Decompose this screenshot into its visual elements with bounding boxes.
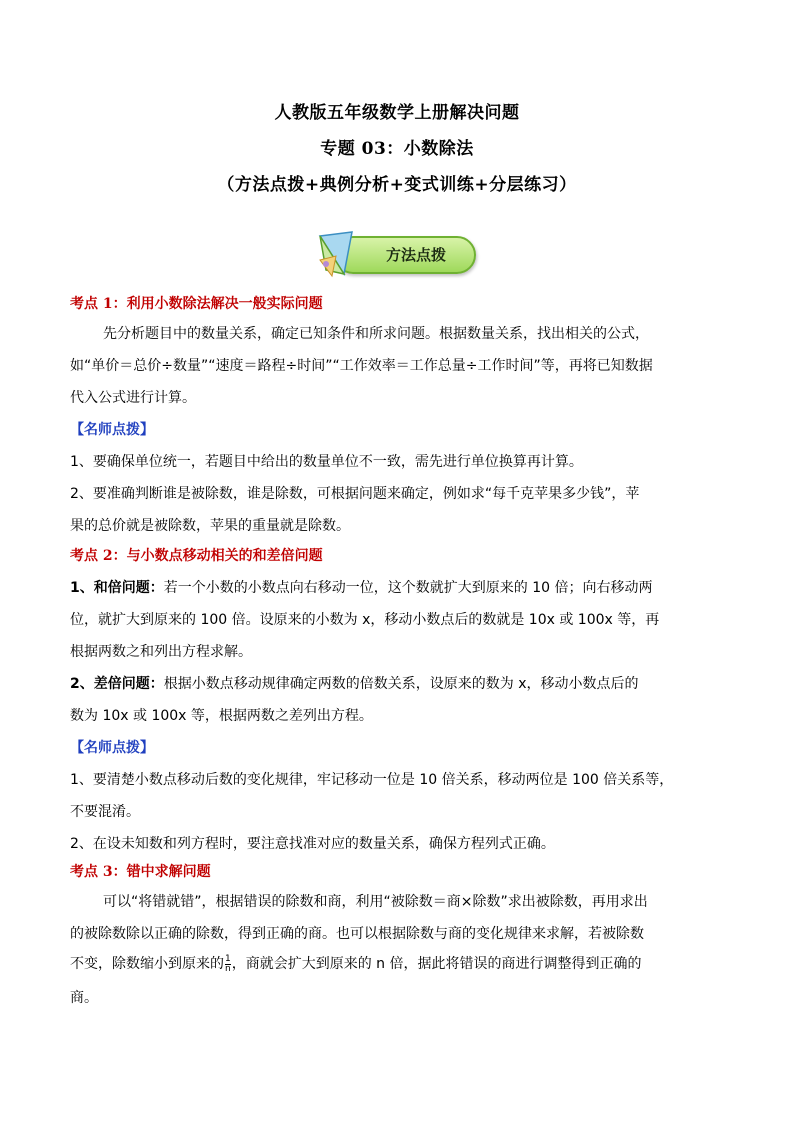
subheading-difference-multiple: 2、差倍问题： <box>70 676 164 692</box>
paragraph-text: 不变，除数缩小到原来的 <box>70 956 224 972</box>
banner-label: 方法点拨 <box>385 246 446 264</box>
tip-line: 果的总价就是被除数，苹果的重量就是除数。 <box>70 518 350 534</box>
document-subtitle: 专题 03：小数除法 <box>320 139 474 159</box>
paragraph-line: 如“单价＝总价÷数量”“速度＝路程÷时间”“工作效率＝工作总量÷工作时间”等，再将已知数据 <box>70 358 653 374</box>
document-title: 人教版五年级数学上册解决问题 <box>274 103 520 123</box>
section-heading-1: 考点 1：利用小数除法解决一般实际问题 <box>70 296 323 312</box>
subheading-sum-multiple: 1、和倍问题： <box>70 580 164 596</box>
tip-line: 1、要确保单位统一，若题目中给出的数量单位不一致，需先进行单位换算再计算。 <box>70 454 583 470</box>
section-heading-2: 考点 2：与小数点移动相关的和差倍问题 <box>70 548 323 564</box>
paragraph-line: 的被除数除以正确的除数，得到正确的商。也可以根据除数与商的变化规律来求解，若被除数 <box>70 926 644 942</box>
tip-line: 2、要准确判断谁是被除数，谁是除数，可根据问题来确定，例如求“每千克苹果多少钱”，苹 <box>70 486 640 502</box>
paragraph-line: 可以“将错就错”，根据错误的除数和商，利用“被除数＝商×除数”求出被除数，再用求出 <box>103 894 648 910</box>
tip-label: 【名师点拨】 <box>70 422 154 438</box>
tip-line: 不要混淆。 <box>70 804 140 820</box>
document-subtitle-sections: （方法点拨+典例分析+变式训练+分层练习） <box>217 175 577 195</box>
tip-line: 2、在设未知数和列方程时，要注意找准对应的数量关系，确保方程列式正确。 <box>70 836 555 852</box>
section-heading-3: 考点 3：错中求解问题 <box>70 864 211 880</box>
paragraph-line: 代入公式进行计算。 <box>70 390 196 406</box>
paragraph-line: 根据两数之和列出方程求解。 <box>70 644 252 660</box>
paragraph-line: 商。 <box>70 990 98 1006</box>
paragraph-line <box>70 954 730 974</box>
tip-label: 【名师点拨】 <box>70 740 154 756</box>
fraction-denominator: n <box>225 963 231 974</box>
paragraph-line: 数为 10x 或 100x 等，根据两数之差列出方程。 <box>70 708 373 724</box>
method-banner <box>314 230 480 280</box>
paragraph-text: ，商就会扩大到原来的 n 倍，据此将错误的商进行调整得到正确的 <box>231 956 642 972</box>
paragraph-line: 位，就扩大到原来的 100 倍。设原来的小数为 x，移动小数点后的数就是 10x 或 100x 等，再 <box>70 612 660 628</box>
paragraph-text: 若一个小数的小数点向右移动一位，这个数就扩大到原来的 10 倍；向右移动两 <box>163 580 653 596</box>
paper-plane-icon <box>314 230 374 280</box>
paragraph-text: 根据小数点移动规律确定两数的倍数关系，设原来的数为 x，移动小数点后的 <box>163 676 639 692</box>
paragraph-line <box>70 674 730 694</box>
paragraph-line <box>70 578 730 598</box>
tip-line: 1、要清楚小数点移动后数的变化规律，牢记移动一位是 10 倍关系，移动两位是 100 倍关系等， <box>70 772 674 788</box>
fraction-numerator: 1 <box>225 953 231 964</box>
paragraph-line: 先分析题目中的数量关系，确定已知条件和所求问题。根据数量关系，找出相关的公式， <box>103 326 649 342</box>
fraction-one-over-n <box>225 955 231 974</box>
